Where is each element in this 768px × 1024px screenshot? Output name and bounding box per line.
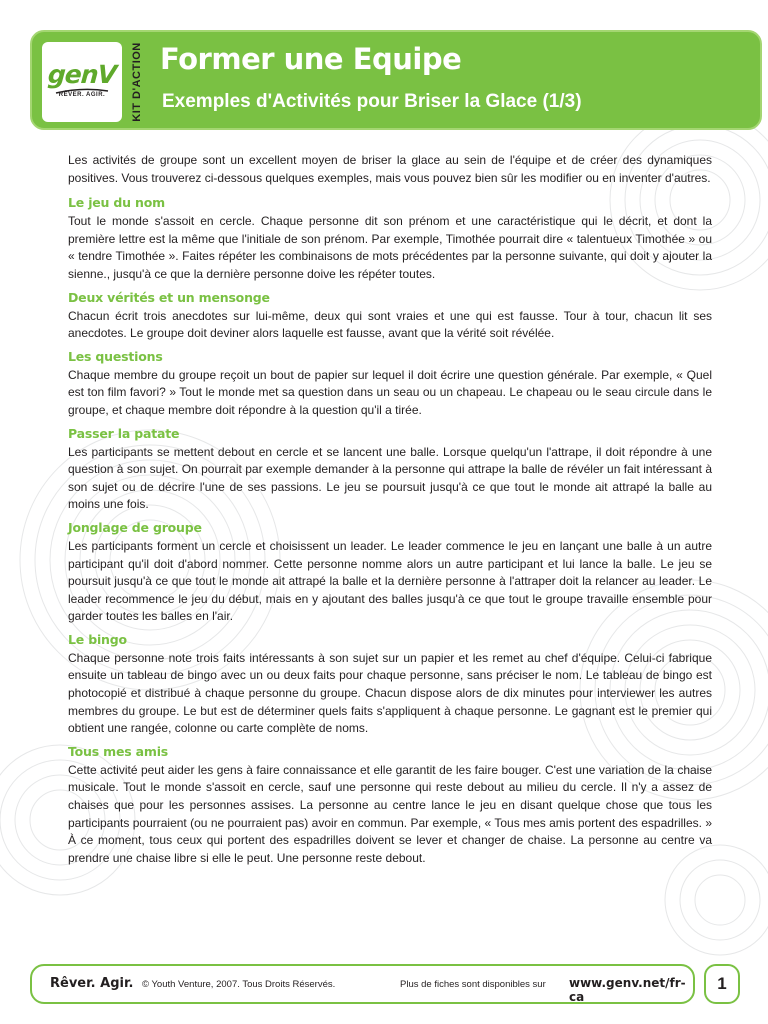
intro-paragraph: Les activités de groupe sont un excellent moyen de briser la glace au sein de l'équipe et de créer des dynamiques positives. Vous trouverez ci-dessous quelques exemples, mais vous pouvez bien sûr les modifier ou en inventer d'autres. — [68, 153, 712, 185]
header-banner — [30, 30, 762, 130]
page-subtitle: Exemples d'Activités pour Briser la Glace (1/3) — [162, 91, 582, 112]
copyright-notice: © Youth Venture, 2007. Tous Droits Réservés. — [142, 979, 336, 990]
section-title: Les questions — [68, 348, 163, 364]
kit-label-text: KIT D'ACTION — [131, 42, 143, 122]
section-title: Passer la patate — [68, 425, 180, 441]
kit-label — [126, 36, 148, 128]
section-title: Le jeu du nom — [68, 195, 165, 211]
section-text: Cette activité peut aider les gens à faire connaissance et elle garantit de les faire bouger. C'est une variation de la chaise musicale. Tout le monde s'assoit en cercle, sauf une personne qui reste debout au milieu du cercle. Il n'y a assez de chaises que pour les personnes assises. La personne au centre lance le jeu en disant quelque chose que tous les participants pourraient (ou ne pourraient pas) avoir en commun. Par exemple, « Tous mes amis portent des espadrilles. » À ce moment, tous ceux qui portent des espadrilles doivent se lever et changer de chaise. La personne au centre va prendre une chaise libre si elle le peut. Une personne reste debout. — [68, 762, 712, 865]
logo-tagline: RÊVER. AGIR. — [58, 92, 106, 98]
website-link[interactable]: www.genv.net/fr-ca — [569, 976, 686, 1004]
more-sheets-text: Plus de fiches sont disponibles sur — [400, 979, 546, 990]
section-title: Deux vérités et un mensonge — [68, 289, 270, 305]
page-number: 1 — [704, 964, 740, 1004]
genv-logo — [42, 42, 122, 122]
section-bingo — [68, 632, 712, 738]
section-jeu-du-nom — [68, 195, 712, 283]
section-text: Chaque membre du groupe reçoit un bout de papier sur lequel il doit écrire une question générale. Par exemple, « Quel est ton film favori? » Tout le monde met sa question dans un seau ou un chapeau. Le chapeau ou le seau circule dans le groupe, et chaque membre doit répondre à la question qu'il a tirée. — [68, 367, 712, 417]
section-title: Jonglage de groupe — [68, 519, 202, 535]
section-text: Les participants se mettent debout en cercle et se lancent une balle. Lorsque quelqu'un l'attrape, il doit répondre à une question à son sujet. On pourrait par exemple demander à la personne qui attrape la balle de révéler un fait intéressant à son sujet ou de décrire l'une de ses passions. Le jeu se poursuit jusqu'à ce que tout le monde ait attrapé la balle au moins une fois. — [68, 444, 712, 512]
section-jonglage — [68, 520, 712, 626]
section-text: Tout le monde s'assoit en cercle. Chaque personne dit son prénom et une caractéristique qui le décrit, et dont la première lettre est la même que l'initiale de son prénom. Par exemple, Timothée pourrait dire « talentueux Timothée » ou « tendre Timothée ». Faites répéter les combinaisons de mots précédentes par la personne suivante, qui doit y ajouter la sienne., jusqu'à ce que la dernière personne doive les répéter toutes. — [68, 214, 712, 281]
section-tous-mes-amis — [68, 744, 712, 868]
main-content — [68, 152, 712, 873]
section-passer-la-patate — [68, 426, 712, 514]
section-title: Tous mes amis — [68, 743, 169, 759]
footer-bar — [30, 964, 695, 1004]
section-deux-verites — [68, 290, 712, 343]
section-les-questions — [68, 349, 712, 420]
section-text: Chaque personne note trois faits intéressants à son sujet sur un papier et les remet au chef d'équipe. Celui-ci fabrique ensuite un tableau de bingo avec un ou deux faits pour chaque personne, sans préciser le nom. Le tableau de bingo est photocopié et distribué à chaque personne du groupe. Chacun dispose alors de dix minutes pour interviewer les autres membres du groupe. Le but est de déterminer quels faits s'appliquent à chaque personne. Le gagnant est le premier qui obtient une rangée, colonne ou carte complète de noms. — [68, 650, 712, 736]
logo-wordmark: genV — [46, 60, 118, 89]
page-title: Former une Equipe — [160, 42, 462, 76]
section-text: Chacun écrit trois anecdotes sur lui-même, deux qui sont vraies et une qui est fausse. Tour à tour, chacun lit ses anecdotes. Le groupe doit deviner alors laquelle est fausse, avant que la vérité soit révélée. — [68, 308, 712, 341]
section-title: Le bingo — [68, 631, 127, 647]
section-text: Les participants forment un cercle et choisissent un leader. Le leader commence le jeu en lançant une balle à un autre participant qu'il doit d'abord nommer. Cette personne nomme alors un autre participant et lui lance la balle. Le jeu se poursuit jusqu'à ce que tout le monde ait attrapé la balle et la dernière personne à l'attraper doit la relancer au leader. Le leader recommence le jeu du début, mais en y ajoutant des balles jusqu'à ce que tout le groupe travaille ensemble pour garder toutes les balles en l'air. — [68, 538, 712, 624]
footer-tagline: Rêver. Agir. — [50, 976, 134, 991]
